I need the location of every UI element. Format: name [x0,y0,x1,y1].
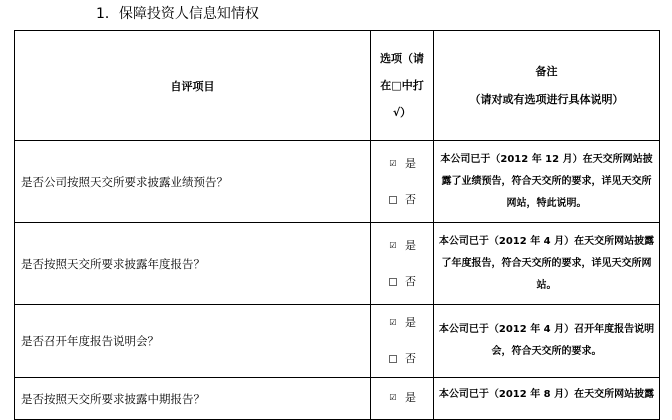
header-remark-title: 备注 [535,64,558,78]
option-no[interactable] [389,182,433,218]
header-option [371,31,434,141]
remark-cell: 本公司已于（2012 年 12 月）在天交所网站披露了业绩预告，符合天交所的要求，详见天交所网站，特此说明。 [434,141,660,223]
option-yes-label: 是 [405,316,416,329]
option-yes[interactable] [389,380,433,416]
header-remark [434,31,660,141]
header-option-line-1: 选项（请 [380,52,424,65]
unchecked-box-icon[interactable] [389,196,397,204]
table-header-row [15,31,660,141]
option-yes-label: 是 [405,238,416,252]
section-title: 1．保障投资人信息知情权 [96,6,259,22]
option-no-label: 否 [405,192,416,206]
options-cell [371,141,434,223]
checked-box-icon[interactable]: ☑ [389,393,397,402]
header-remark-subtitle: （请对或有选项进行具体说明） [469,92,624,106]
option-no-label: 否 [405,274,416,288]
option-yes-label: 是 [405,391,416,404]
checked-box-icon[interactable]: ☑ [389,318,397,327]
checked-box-icon[interactable]: ☑ [389,240,397,250]
option-no[interactable] [389,264,433,300]
options-cell [371,378,434,420]
header-item: 自评项目 [15,31,371,141]
remark-cell: 本公司已于（2012 年 4 月）在天交所网站披露了年度报告，符合天交所的要求，详见天交所网站。 [434,223,660,305]
question-cell: 是否按照天交所要求披露中期报告？ [15,378,371,420]
question-cell: 是否按照天交所要求披露年度报告？ [15,223,371,305]
checked-box-icon[interactable]: ☑ [389,158,397,168]
option-no-label: 否 [405,352,416,365]
table-row [15,223,660,305]
option-yes[interactable] [389,305,433,341]
remark-cell: 本公司已于（2012 年 8 月）在天交所网站披露 [434,378,660,420]
header-option-line-2: 在□中打 [380,79,424,92]
header-option-line-3: √） [392,106,412,119]
self-evaluation-table [14,30,660,420]
option-yes-label: 是 [405,156,416,170]
table-row [15,305,660,378]
remark-cell: 本公司已于（2012 年 4 月）召开年度报告说明会，符合天交所的要求。 [434,305,660,378]
table-row [15,141,660,223]
options-cell [371,223,434,305]
table-row [15,378,660,420]
option-yes[interactable] [389,228,433,264]
unchecked-box-icon[interactable] [389,355,397,363]
unchecked-box-icon[interactable] [389,278,397,286]
question-cell: 是否公司按照天交所要求披露业绩预告？ [15,141,371,223]
option-yes[interactable] [389,146,433,182]
option-no[interactable] [389,341,433,377]
options-cell [371,305,434,378]
question-cell: 是否召开年度报告说明会？ [15,305,371,378]
